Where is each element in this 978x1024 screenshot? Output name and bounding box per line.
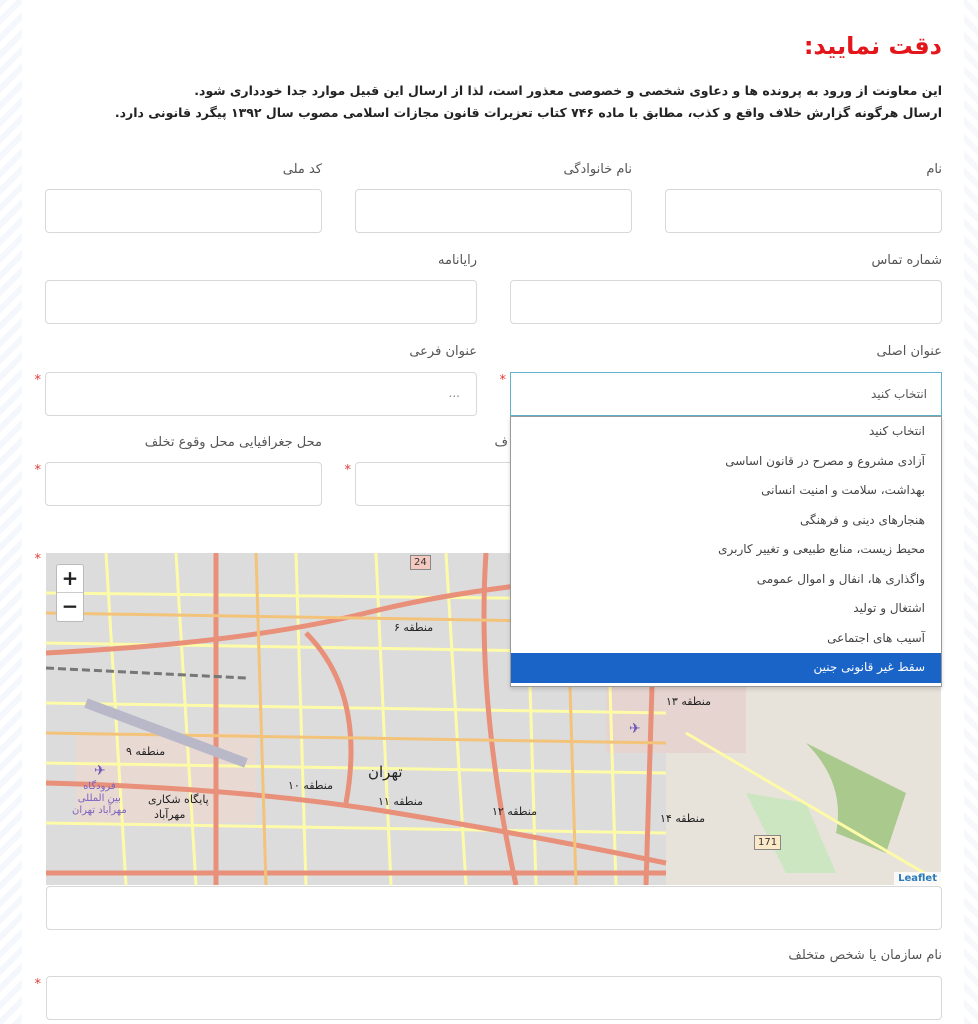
email-label: رایانامه xyxy=(438,253,477,268)
last-name-label: نام خانوادگی xyxy=(563,162,632,177)
notice-text xyxy=(115,80,942,124)
sub-topic-label: عنوان فرعی xyxy=(409,344,477,359)
location-label: محل جغرافیایی محل وقوع تخلف xyxy=(144,435,322,450)
map-label-district-14: منطقه ۱۴ xyxy=(660,812,706,825)
required-mark-middle: * xyxy=(344,463,351,478)
map-label-district-13: منطقه ۱۳ xyxy=(666,695,712,708)
first-name-label: نام xyxy=(926,162,942,177)
map-label-district-11: منطقه ۱۱ xyxy=(378,795,424,808)
map-label-airbase-2: مهرآباد xyxy=(154,808,186,821)
dropdown-option[interactable]: بهداشت، سلامت و امنیت انسانی xyxy=(761,483,925,497)
map-zoom-control xyxy=(56,564,84,622)
national-code-input[interactable] xyxy=(45,189,322,233)
offender-input[interactable] xyxy=(46,976,942,1020)
zoom-in-button[interactable]: + xyxy=(57,565,83,593)
notice-line-1: این معاونت از ورود به پرونده ها و دعاوی شخصی و خصوصی معذور است، لذا از ارسال این قبیل موارد جدا خودداری شود. xyxy=(194,83,942,98)
airport-line-3: مهرآباد تهران xyxy=(72,805,127,816)
map-label-district-10: منطقه ۱۰ xyxy=(288,779,334,792)
dropdown-option[interactable]: آسیب های اجتماعی xyxy=(827,630,925,645)
dropdown-option[interactable]: محیط زیست، منابع طبیعی و تغییر کاربری xyxy=(718,542,925,556)
sub-topic-placeholder: ... xyxy=(448,386,460,400)
airport-line-1: فرودگاه xyxy=(83,781,116,792)
main-topic-selected-value: انتخاب کنید xyxy=(870,387,927,401)
notice-title: دقت نمایید: xyxy=(803,32,942,60)
required-mark-sub-topic: * xyxy=(34,373,41,388)
map-label-district-6: منطقه ۶ xyxy=(394,621,434,634)
required-mark-map: * xyxy=(34,552,41,567)
leaflet-attribution-link[interactable]: Leaflet xyxy=(894,872,941,885)
email-input[interactable] xyxy=(45,280,477,324)
dropdown-option[interactable]: اشتغال و تولید xyxy=(853,601,925,615)
sub-topic-select[interactable] xyxy=(45,372,477,416)
map-label-city: تهران xyxy=(368,763,403,781)
offender-label: نام سازمان یا شخص متخلف xyxy=(788,948,942,963)
last-name-input[interactable] xyxy=(355,189,632,233)
required-mark-main-topic: * xyxy=(499,373,506,388)
main-topic-dropdown-list xyxy=(510,416,942,687)
main-topic-select[interactable] xyxy=(510,372,942,416)
dropdown-option[interactable]: هنجارهای دینی و فرهنگی xyxy=(799,512,925,527)
main-topic-label: عنوان اصلی xyxy=(876,344,942,359)
dropdown-option[interactable]: واگذاری ها، انفال و اموال عمومی xyxy=(756,571,925,586)
first-name-input[interactable] xyxy=(665,189,942,233)
map-label-district-12: منطقه ۱۲ xyxy=(492,805,538,818)
map-label-district-9: منطقه ۹ xyxy=(126,745,166,758)
airport-plane-icon-east: ✈ xyxy=(629,721,641,737)
dropdown-option-highlighted[interactable]: سقط غیر قانونی جنین xyxy=(511,653,941,683)
phone-input[interactable] xyxy=(510,280,942,324)
required-mark-location: * xyxy=(34,463,41,478)
map-label-airport xyxy=(72,781,127,817)
airport-plane-icon: ✈ xyxy=(94,763,106,779)
location-input[interactable] xyxy=(45,462,322,506)
phone-label: شماره تماس xyxy=(871,253,942,268)
road-shield-171: 171 xyxy=(754,835,781,850)
hidden-label-fragment: ف xyxy=(494,435,508,450)
required-mark-offender: * xyxy=(34,977,41,992)
zoom-out-button[interactable]: − xyxy=(61,594,79,618)
airport-line-2: بین المللی xyxy=(77,793,121,804)
road-shield-24: 24 xyxy=(410,555,431,570)
dropdown-option[interactable]: انتخاب کنید xyxy=(868,424,925,438)
national-code-label: کد ملی xyxy=(282,162,322,177)
notice-line-2: ارسال هرگونه گزارش خلاف واقع و کذب، مطابق با ماده ۷۴۶ کتاب تعزیرات قانون مجازات اسلامی مصوب سال ۱۳۹۲ پیگرد قانونی دارد. xyxy=(114,105,942,120)
dropdown-option[interactable]: آزادی مشروع و مصرح در قانون اساسی xyxy=(725,453,925,468)
address-input[interactable] xyxy=(46,886,942,930)
map-label-airbase: پایگاه شکاری xyxy=(148,793,209,806)
